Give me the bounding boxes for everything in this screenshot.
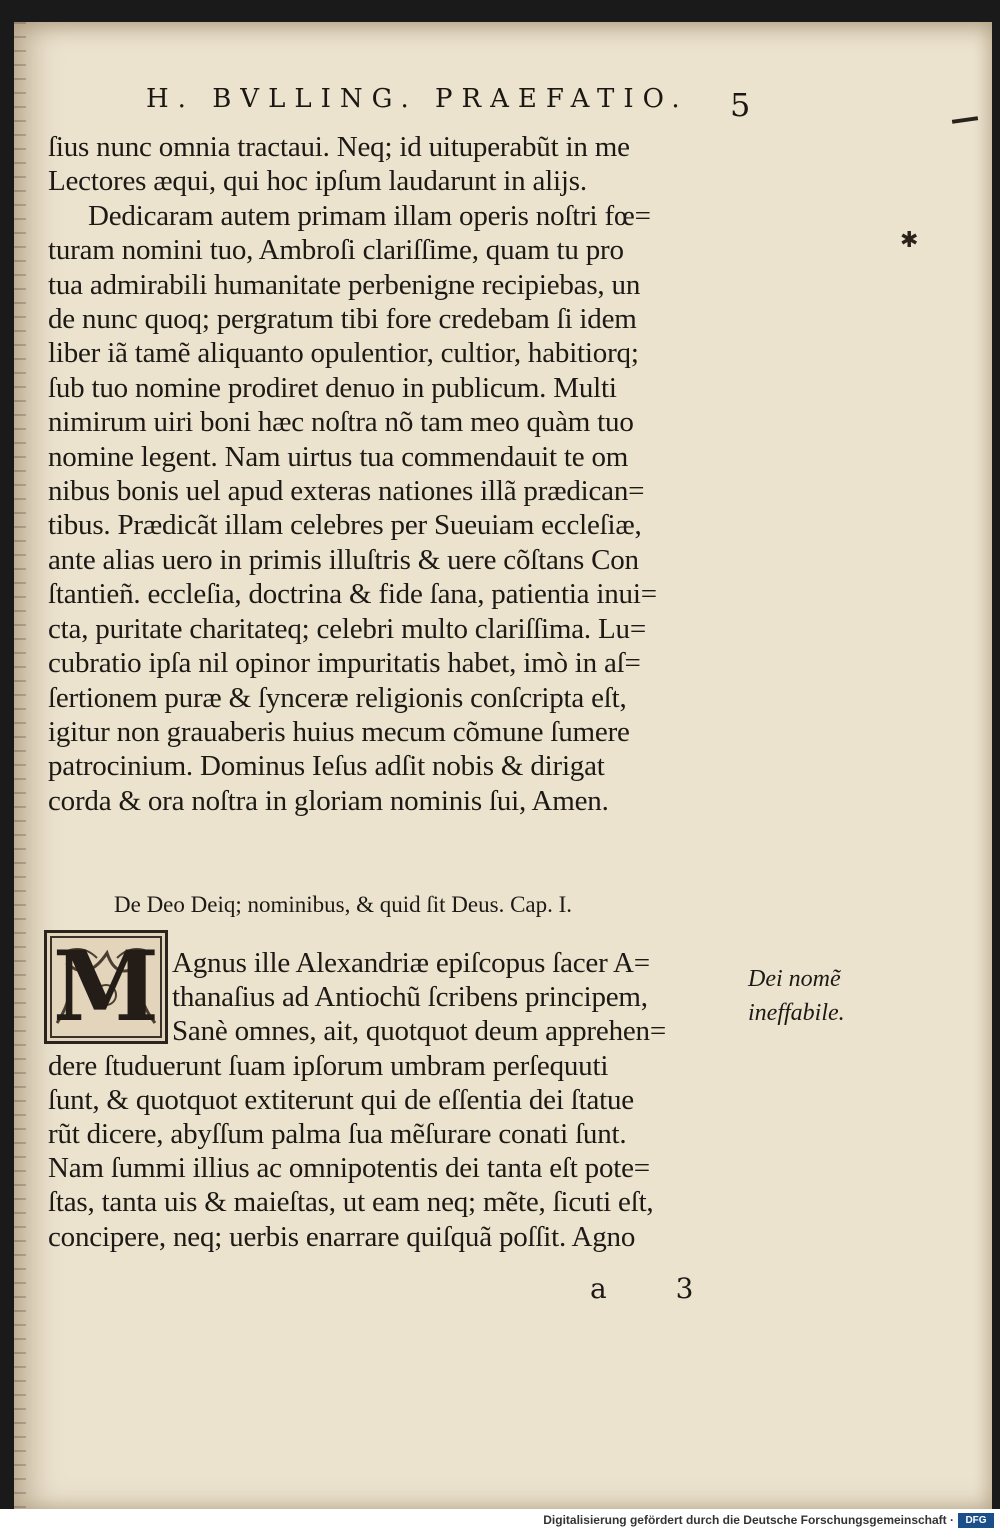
text-line: ſub tuo nomine prodiret denuo in publicum. Multi	[48, 371, 617, 404]
text-line: nimirum uiri boni hæc noſtra nõ tam meo quàm tuo	[48, 406, 634, 439]
text-line: dere ſtuduerunt ſuam ipſorum umbram perſequuti	[48, 1049, 609, 1082]
page-number: 5	[730, 86, 751, 124]
signature-mark: a 3	[590, 1272, 724, 1305]
margin-note-line: ineffabile.	[748, 1000, 845, 1026]
text-line: ſertionem puræ & ſynceræ religionis conſcripta eſt,	[48, 681, 627, 714]
chapter-heading: De Deo Deiq; nominibus, & quid ſit Deus. Cap. I.	[114, 892, 573, 917]
text-line: igitur non grauaberis huius mecum cõmune ſumere	[48, 715, 630, 748]
text-line: Lectores æqui, qui hoc ipſum laudarunt in alijs.	[48, 165, 587, 198]
text-line: ſtantieñ. eccleſia, doctrina & fide ſana, patientia inui=	[48, 578, 657, 611]
text-line: ſius nunc omnia tractaui. Neq; id uituperabũt in me	[48, 131, 630, 163]
text-line: rũt dicere, abyſſum palma ſua mẽſurare conati ſunt.	[48, 1118, 627, 1151]
dfg-logo[interactable]: DFG	[958, 1513, 994, 1528]
text-line: Sanè omnes, ait, quotquot deum apprehen=	[172, 1015, 666, 1048]
text-line: tibus. Prædicãt illam celebres per Sueuiam eccleſiæ,	[48, 509, 642, 542]
text-line: concipere, neq; uerbis enarrare quiſquã poſſit. Agno	[48, 1220, 636, 1253]
book-page	[14, 22, 992, 1509]
text-line: thanaſius ad Antiochũ ſcribens principem,	[172, 981, 648, 1014]
text-line: patrocinium. Dominus Ieſus adſit nobis & dirigat	[48, 750, 605, 783]
text-line: nibus bonis uel apud exteras nationes illã prædican=	[48, 475, 645, 508]
footer-credit: Digitalisierung gefördert durch die Deutsche Forschungsgemeinschaft ·	[543, 1513, 954, 1527]
margin-note-line: Dei nomẽ	[748, 966, 841, 992]
text-line: Nam ſummi illius ac omnipotentis dei tanta eſt pote=	[48, 1152, 650, 1185]
text-line: de nunc quoq; pergratum tibi fore credebam ſi idem	[48, 303, 637, 336]
text-line: tua admirabili humanitate perbenigne recipiebas, un	[48, 268, 641, 301]
digitization-footer	[0, 1509, 1000, 1532]
running-title: H. BVLLING. PRAEFATIO.	[146, 84, 689, 114]
chapter-text	[48, 946, 768, 1254]
text-line: ſtas, tanta uis & maieſtas, ut eam neq; mẽte, ſicuti eſt,	[48, 1186, 654, 1219]
initial-letter: M	[52, 930, 160, 1043]
asterisk-mark-icon: ✱	[900, 228, 919, 253]
text-line: liber iã tamẽ aliquanto opulentior, cultior, habitiorq;	[48, 337, 639, 370]
text-line: corda & ora noſtra in gloriam nominis ſui, Amen.	[48, 784, 609, 817]
text-line: ante alias uero in primis illuſtris & uere cõſtans Con	[48, 543, 639, 576]
ink-mark	[952, 116, 978, 124]
margin-note	[748, 962, 868, 1030]
text-line: cubratio ipſa nil opinor impuritatis habet, imò in aſ=	[48, 647, 641, 680]
text-line: ſunt, & quotquot extiterunt qui de eſſentia dei ſtatue	[48, 1083, 634, 1116]
text-line: nomine legent. Nam uirtus tua commendauit te om	[48, 440, 629, 473]
text-line: Agnus ille Alexandriæ epiſcopus ſacer A=	[172, 947, 650, 979]
text-line: cta, puritate charitateq; celebri multo clariſſima. Lu=	[48, 612, 646, 645]
text-line: turam nomini tuo, Ambroſi clariſſime, quam tu pro	[48, 234, 624, 267]
preface-text	[48, 130, 808, 818]
text-line: Dedicaram autem primam illam operis noſtri fœ=	[88, 199, 651, 232]
